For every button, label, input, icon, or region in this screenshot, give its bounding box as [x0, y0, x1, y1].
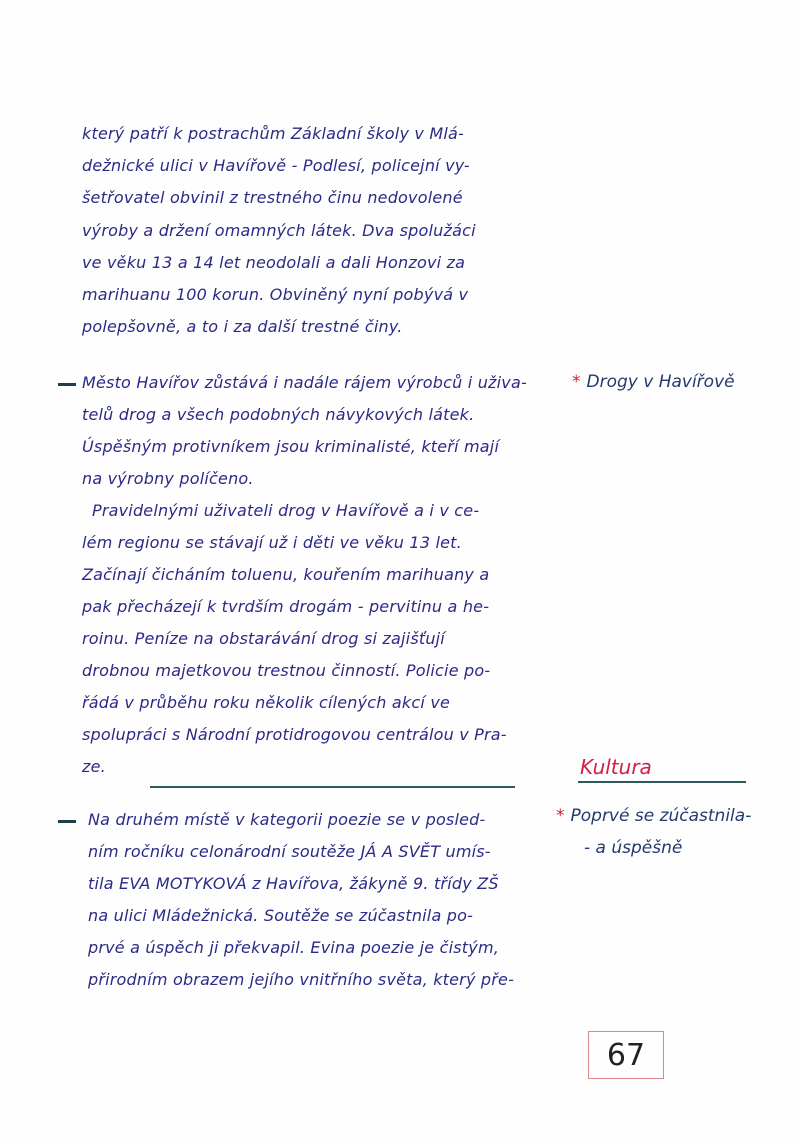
- text-line: marihuanu 100 korun. Obviněný nyní pobývá v: [82, 285, 469, 304]
- text-line: řádá v průběhu roku několik cílených akcí ve: [82, 693, 451, 712]
- margin-note-culture: [556, 806, 751, 826]
- page-number-box: [588, 1031, 664, 1079]
- text-line: Město Havířov zůstává i nadále rájem výrobců i uživa-: [82, 373, 527, 392]
- text-line: ve věku 13 a 14 let neodolali a dali Honzovi za: [82, 252, 466, 272]
- page-number: 67: [606, 1037, 646, 1073]
- text-line: Pravidelnými uživateli drog v Havířově a i v ce-: [92, 501, 480, 520]
- text-line: na ulici Mládežnická. Soutěže se zúčastnila po-: [88, 906, 474, 925]
- text-line: ním ročníku celonárodní soutěže JÁ A SVĚT umís-: [88, 842, 491, 861]
- margin-note-text: - a úspěšně: [584, 838, 683, 858]
- text-line: ze.: [82, 757, 106, 776]
- text-line: který patří k postrachům Základní školy v Mlá-: [82, 124, 464, 143]
- text-line: roinu. Peníze na obstarávání drog si zajišťují: [82, 629, 445, 648]
- text-line: pak přecházejí k tvrdším drogám - pervitinu a he-: [82, 597, 490, 616]
- text-line: polepšovně, a to i za další trestné činy.: [82, 317, 403, 337]
- text-line: lém regionu se stávají už i děti ve věku 13 let.: [82, 533, 462, 552]
- text-line: prvé a úspěch ji překvapil. Evina poezie je čistým,: [88, 938, 500, 957]
- text-line: dežnické ulici v Havířově - Podlesí, policejní vy-: [82, 156, 470, 176]
- margin-note-text: Poprvé se zúčastnila-: [570, 806, 752, 826]
- divider-line: [150, 786, 515, 788]
- entry-dash: [58, 820, 76, 823]
- section-heading: Kultura: [580, 755, 652, 779]
- text-line: tila EVA MOTYKOVÁ z Havířova, žákyně 9. třídy ZŠ: [88, 874, 499, 893]
- text-line: přirodním obrazem jejího vnitřního světa, který pře-: [88, 970, 515, 989]
- text-line: Na druhém místě v kategorii poezie se v posled-: [88, 810, 486, 829]
- text-line: telů drog a všech podobných návykových látek.: [82, 405, 475, 424]
- text-line: šetřovatel obvinil z trestného činu nedovolené: [82, 188, 463, 208]
- entry-dash: [58, 383, 76, 386]
- text-line: Začínají čicháním toluenu, kouřením marihuany a: [82, 565, 490, 584]
- heading-underline: [578, 781, 746, 783]
- asterisk-icon: *: [556, 806, 565, 826]
- margin-note-text: Drogy v Havířově: [586, 372, 735, 392]
- text-line: spolupráci s Národní protidrogovou centrálou v Pra-: [82, 725, 507, 744]
- asterisk-icon: *: [572, 372, 581, 392]
- margin-note-drugs: [572, 372, 735, 392]
- text-line: na výrobny políčeno.: [82, 469, 254, 488]
- text-line: výroby a držení omamných látek. Dva spolužáci: [82, 220, 476, 240]
- text-line: drobnou majetkovou trestnou činností. Policie po-: [82, 661, 491, 680]
- text-line: Úspěšným protivníkem jsou kriminalisté, kteří mají: [82, 437, 500, 456]
